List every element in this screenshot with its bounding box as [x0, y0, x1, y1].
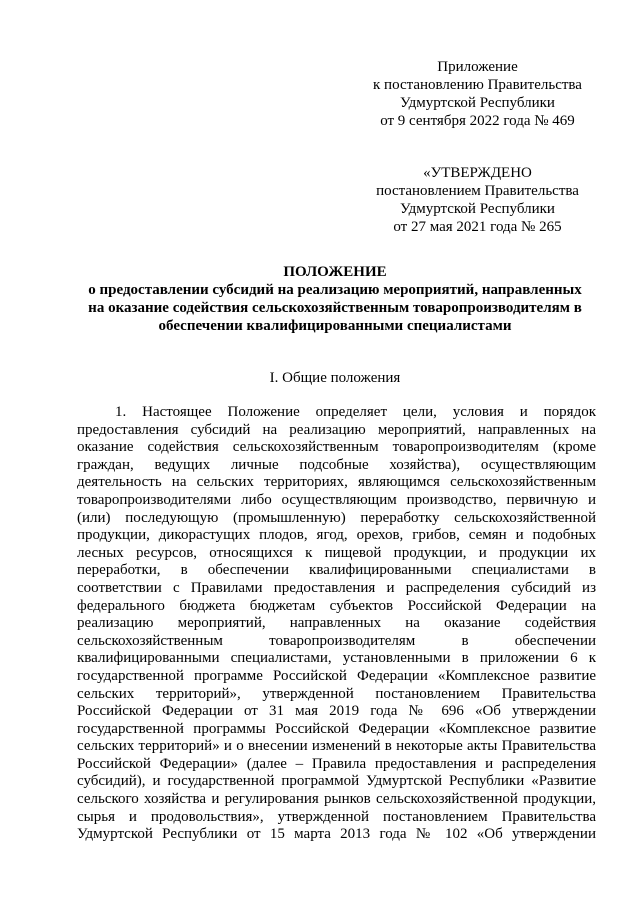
paragraph-line: квалифицированными специалистами, установленными в приложении 6 к [77, 650, 596, 667]
title-heading: ПОЛОЖЕНИЕ [283, 264, 387, 280]
paragraph-line: граждан, ведущих личные подсобные хозяйства), осуществляющим [77, 456, 596, 473]
title-line-1: о предоставлении субсидий на реализацию мероприятий, направленных [88, 282, 582, 298]
paragraph-line: Российской Федерации от 31 мая 2019 года № 696 «Об утверждении [77, 703, 596, 720]
paragraph-line: сельских территорий», утвержденной постановлением Правительства [77, 685, 596, 702]
title-line-2: на оказание содействия сельскохозяйственным товаропроизводителям в [88, 300, 582, 316]
approved-line-3: Удмуртской Республики [400, 201, 555, 217]
appendix-line-4: от 9 сентября 2022 года № 469 [380, 113, 575, 129]
section-heading: I. Общие положения [269, 370, 401, 386]
paragraph-line: Удмуртской Республики от 15 марта 2013 года № 102 «Об утверждении [77, 826, 596, 843]
paragraph-1 [77, 404, 596, 844]
paragraph-line: соответствии с Правилами предоставления и распределения субсидий из [77, 579, 596, 596]
paragraph-line: (или) последующую (промышленную) переработку сельскохозяйственной [77, 509, 596, 526]
approved-line-2: постановлением Правительства [376, 183, 579, 199]
paragraph-line: переработки, в обеспечении квалифицированными специалистами в [77, 562, 596, 579]
paragraph-line: предоставления субсидий на реализацию мероприятий, направленных на [77, 421, 596, 438]
paragraph-line: Российской Федерации» (далее – Правила предоставления и распределения [77, 755, 596, 772]
paragraph-line: деятельность на сельских территориях, являющимся сельскохозяйственным [77, 474, 596, 491]
paragraph-line: федерального бюджета бюджетам субъектов Российской Федерации на [77, 597, 596, 614]
appendix-line-2: к постановлению Правительства [373, 77, 582, 93]
appendix-line-3: Удмуртской Республики [400, 95, 555, 111]
paragraph-line: реализацию мероприятий, направленных на оказание содействия [77, 615, 596, 632]
title-line-3: обеспечении квалифицированными специалистами [158, 318, 512, 334]
paragraph-line: сырья и продовольствия», утвержденной постановлением Правительства [77, 808, 596, 825]
paragraph-line: товаропроизводителями либо осуществляющим производство, первичную и [77, 491, 596, 508]
paragraph-line: сельскохозяйственным товаропроизводителям в обеспечении [77, 632, 596, 649]
paragraph-line: лесных ресурсов, относящихся к пищевой продукции, и продукции их [77, 544, 596, 561]
paragraph-line: 1. Настоящее Положение определяет цели, условия и порядок [115, 404, 596, 420]
paragraph-line: оказание содействия сельскохозяйственным товаропроизводителям (кроме [77, 439, 596, 456]
approved-line-4: от 27 мая 2021 года № 265 [393, 219, 562, 235]
paragraph-line: субсидий), и государственной программой Удмуртской Республики «Развитие [77, 773, 596, 790]
appendix-reference [355, 58, 600, 130]
approval-stamp-text [355, 164, 600, 236]
paragraph-line: сельских территорий» и о внесении изменений в некоторые акты Правительства [77, 738, 596, 755]
paragraph-line: государственной программы Российской Федерации «Комплексное развитие [77, 720, 596, 737]
document-title [70, 263, 600, 335]
paragraph-line: продукции, дикорастущих плодов, ягод, орехов, грибов, семян и подобных [77, 527, 596, 544]
paragraph-line: сельского хозяйства и регулирования рынков сельскохозяйственной продукции, [77, 791, 596, 808]
approved-line-1: «УТВЕРЖДЕНО [423, 165, 532, 181]
paragraph-line: государственной программе Российской Федерации «Комплексное развитие [77, 667, 596, 684]
appendix-line-1: Приложение [437, 59, 518, 75]
